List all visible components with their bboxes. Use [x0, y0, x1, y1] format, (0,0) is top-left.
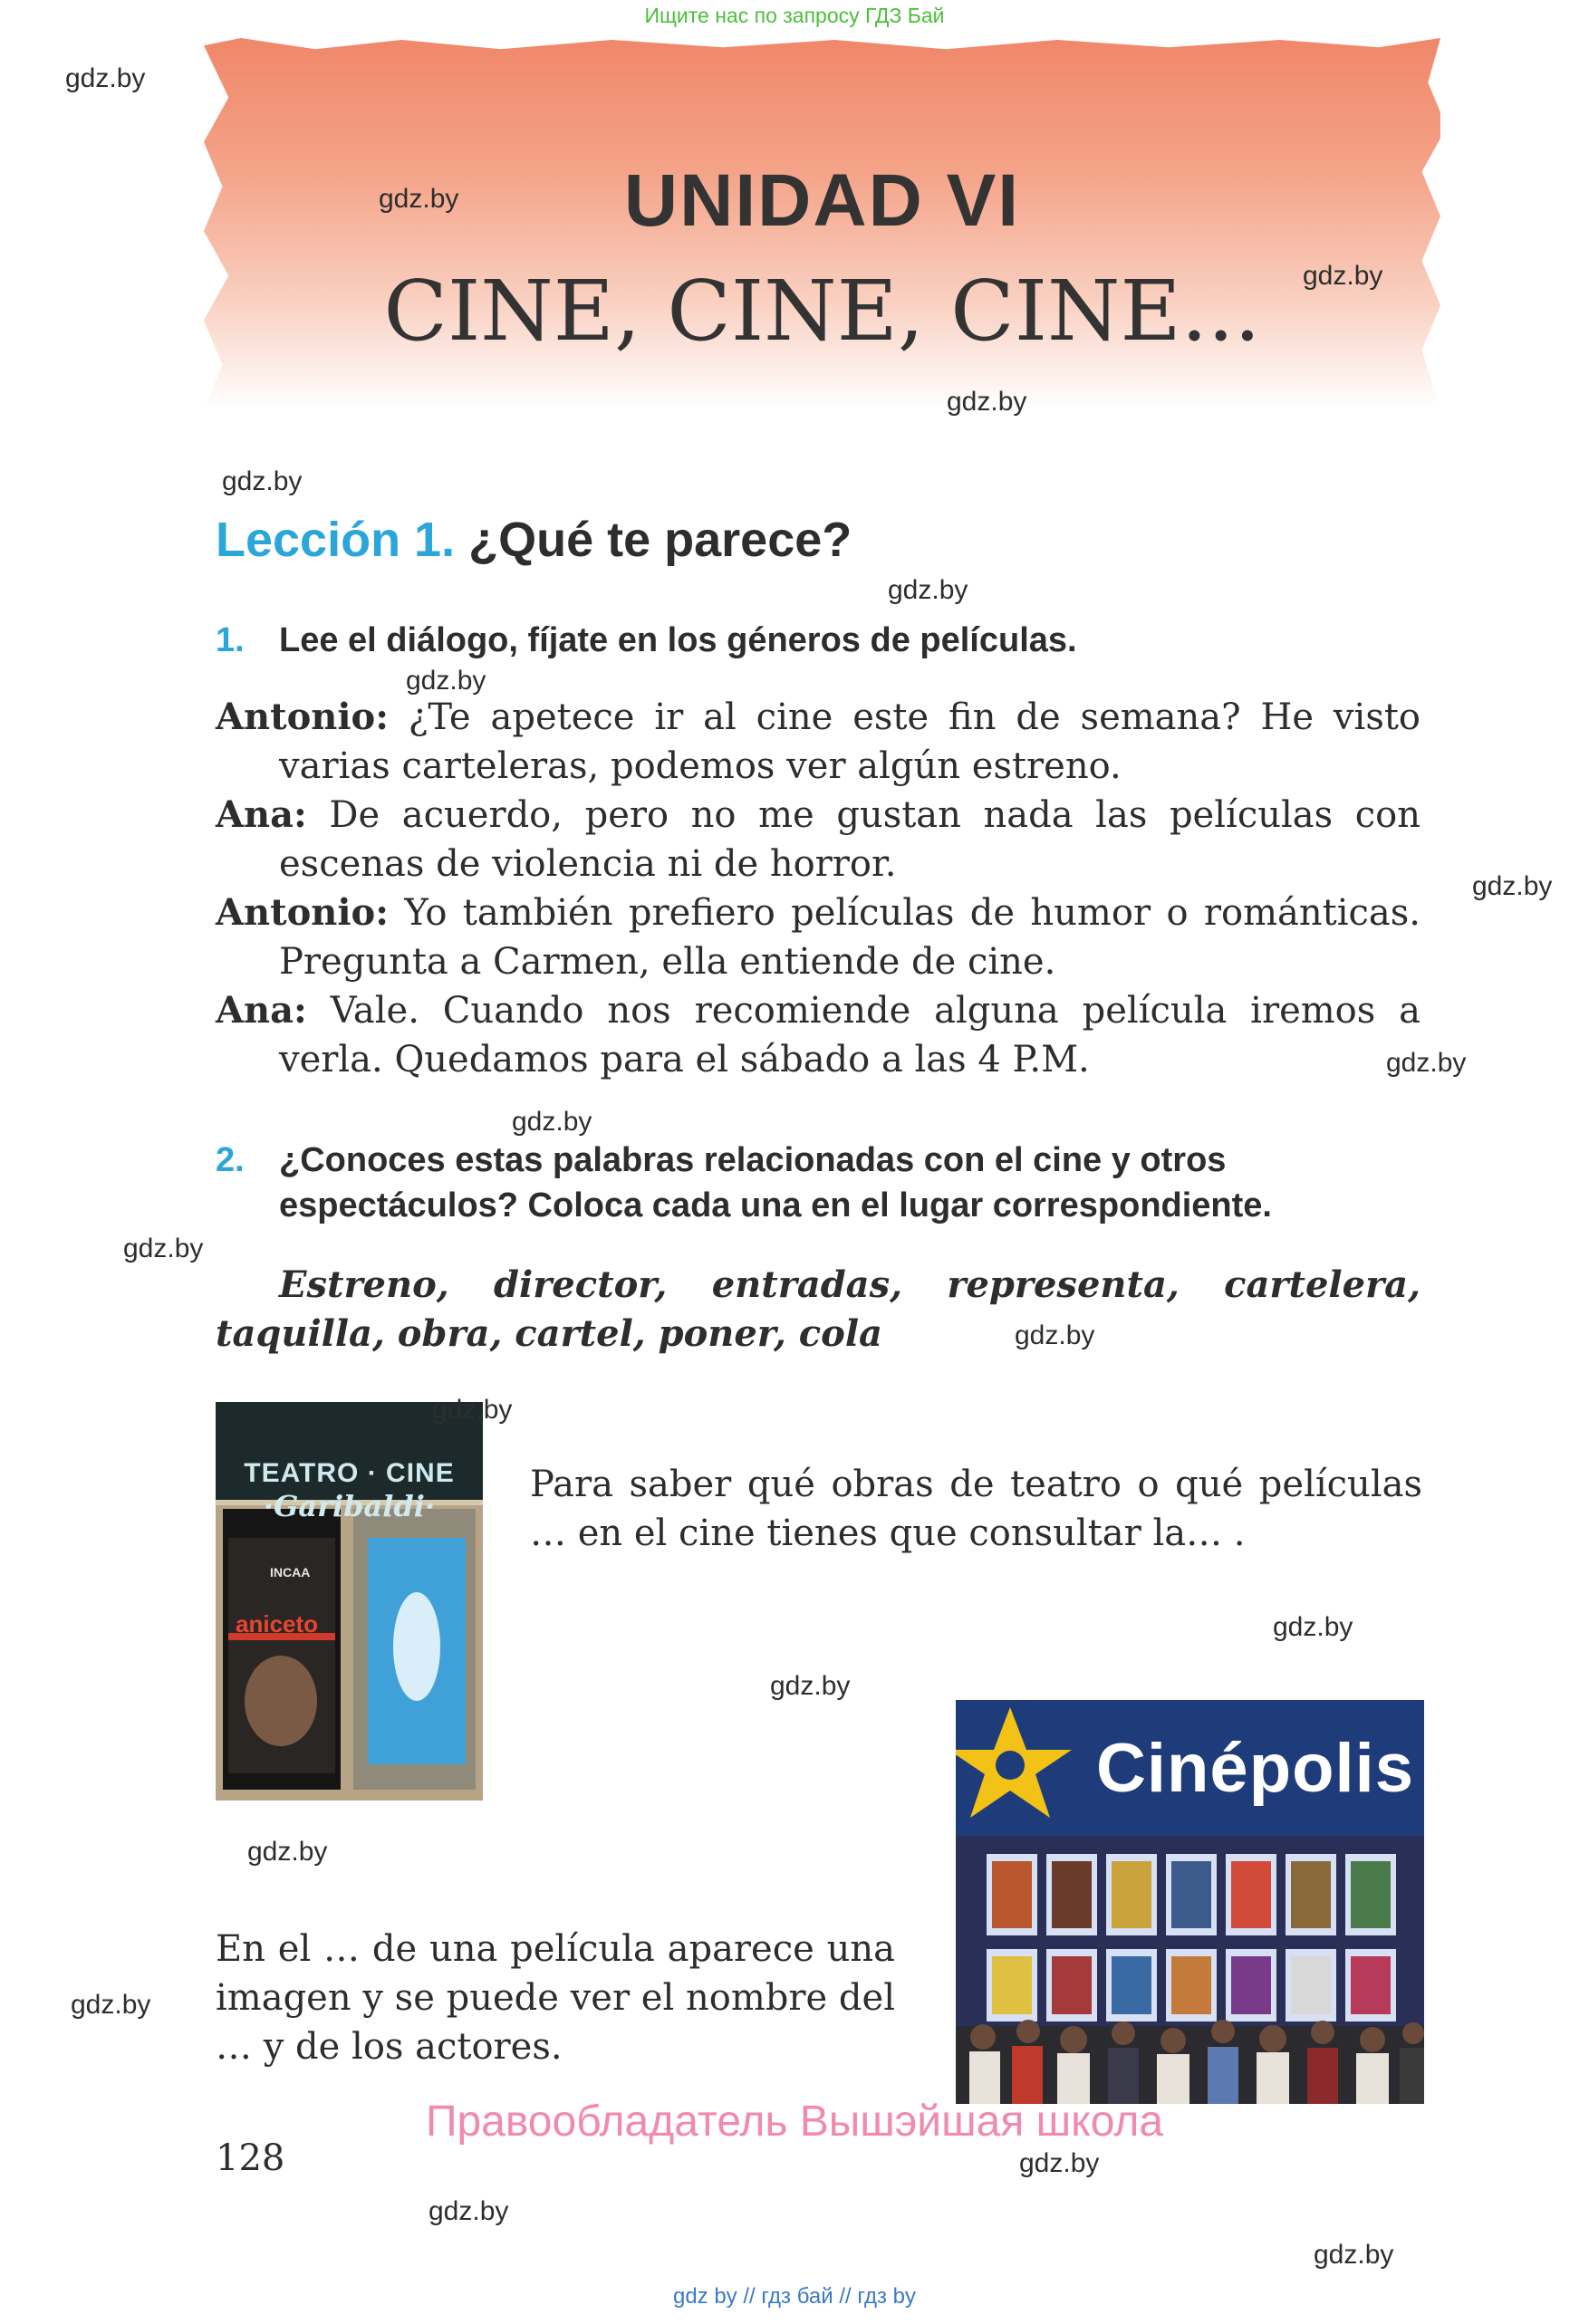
watermark: gdz.by — [247, 1837, 328, 1867]
unit-subtitle: CINE, CINE, CINE... — [383, 263, 1261, 360]
watermark: gdz.by — [222, 466, 303, 496]
theater-sign-line2: ·Garibaldi· — [263, 1489, 436, 1523]
poster-title: aniceto — [236, 1610, 319, 1637]
watermark: gdz.by — [1472, 871, 1553, 901]
watermark: gdz.by — [770, 1671, 851, 1701]
exercise-2-instruction: ¿Conoces estas palabras relacionadas con el cine y otros espectáculos? Coloca cada una en el lugar correspondiente. — [279, 1141, 1272, 1224]
theater-photo — [216, 1402, 483, 1801]
copyright-notice: Правообладатель Вышэйшая школа — [425, 2098, 1164, 2146]
exercise-1-instruction: Lee el diálogo, fíjate en los géneros de películas. — [279, 621, 1077, 659]
watermark: gdz.by — [71, 1990, 151, 2020]
watermark: gdz.by — [1273, 1612, 1353, 1642]
theater-sign-line1: TEATRO · CINE — [244, 1458, 455, 1488]
dialog-speaker: Antonio: — [216, 891, 389, 934]
dialog-turn — [216, 791, 1420, 888]
paragraph-2: En el … de una película aparece una imagen y se puede ver el nombre del … y de los actores. — [216, 1928, 895, 2068]
lesson-title: ¿Qué te parece? — [468, 513, 852, 567]
watermark: gdz.by — [65, 63, 146, 93]
dialog-text: ¿Te apetece ir al cine este fin de semana? He visto varias carteleras, podemos ver algún estreno. — [279, 696, 1421, 787]
dialog-speaker: Ana: — [216, 989, 307, 1032]
exercise-2 — [216, 1138, 1420, 1228]
top-notice[interactable]: Ищите нас по запросу ГДЗ Бай — [644, 4, 945, 27]
exercise-1-number: 1. — [216, 621, 245, 659]
poster-logo-text: INCAA — [270, 1565, 311, 1580]
unit-title: UNIDAD VI — [623, 159, 1021, 242]
watermark: gdz.by — [947, 387, 1027, 417]
exercise-1 — [216, 618, 1420, 663]
word-list: Estreno, director, entradas, representa, cartelera, taquilla, obra, cartel, poner, cola — [216, 1263, 1420, 1355]
dialog — [216, 693, 1420, 1084]
dialog-turn — [216, 693, 1420, 791]
watermark: gdz.by — [379, 184, 459, 214]
watermark: gdz.by — [406, 666, 486, 696]
watermark: gdz.by — [1303, 261, 1383, 291]
paragraph-1: Para saber qué obras de teatro o qué películas … en el cine tienes que consultar la… . — [530, 1464, 1422, 1554]
dialog-text: Yo también prefiero películas de humor o románticas. Pregunta a Carmen, ella entiende de cine. — [279, 892, 1421, 983]
cinepolis-logo-text: Cinépolis — [1096, 1730, 1415, 1807]
lesson-number: Lección 1. — [216, 513, 456, 567]
watermark: gdz.by — [429, 2196, 509, 2226]
watermark: gdz.by — [1314, 2240, 1394, 2270]
watermark: gdz.by — [123, 1234, 204, 1263]
watermark: gdz.by — [1019, 2148, 1100, 2178]
watermark: gdz.by — [512, 1107, 592, 1137]
watermark: gdz.by — [1015, 1320, 1095, 1350]
exercise-2-number: 2. — [216, 1141, 245, 1179]
dialog-turn — [216, 888, 1420, 986]
dialog-text: Vale. Cuando nos recomiende alguna película iremos a verla. Quedamos para el sábado a las 4 P.M. — [279, 990, 1421, 1080]
watermark: gdz.by — [888, 575, 968, 605]
lesson-heading — [216, 512, 852, 568]
dialog-speaker: Ana: — [216, 793, 307, 836]
footer-links[interactable]: gdz by // гдз бай // гдз by — [672, 2284, 917, 2309]
watermark: gdz.by — [432, 1395, 513, 1425]
dialog-turn — [216, 986, 1420, 1084]
dialog-speaker: Antonio: — [216, 696, 389, 738]
cinepolis-photo — [956, 1700, 1424, 2104]
dialog-text: De acuerdo, pero no me gustan nada las películas con escenas de violencia ni de horror. — [279, 794, 1420, 885]
watermark: gdz.by — [1386, 1048, 1467, 1078]
page-number: 128 — [216, 2137, 285, 2179]
